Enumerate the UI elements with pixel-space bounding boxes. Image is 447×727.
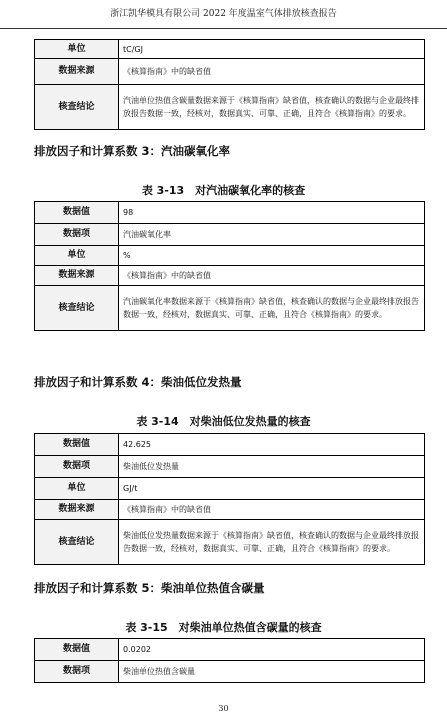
row-value: 《核算指南》中的缺省值 bbox=[119, 59, 425, 85]
row-value: 柴油低位发热量数据来源于《核算指南》缺省值，核查确认的数据与企业最终排放报告数据一致，经核对，数据真实、可靠、正确，且符合《核算指南》的要求。 bbox=[119, 520, 425, 565]
table-row bbox=[35, 639, 425, 661]
page-number: 30 bbox=[218, 704, 229, 713]
table-row bbox=[35, 500, 425, 520]
table-row bbox=[35, 202, 425, 224]
table-3-14 bbox=[34, 433, 425, 565]
row-label: 数据值 bbox=[35, 202, 119, 224]
table-row bbox=[35, 266, 425, 286]
row-value: 柴油低位发热量 bbox=[119, 456, 425, 478]
table-caption: 表 3-13 对汽油碳氧化率的核查 bbox=[141, 184, 306, 197]
row-label: 单位 bbox=[35, 478, 119, 500]
row-value: 42.625 bbox=[119, 434, 425, 456]
section-heading: 排放因子和计算系数 3：汽油碳氧化率 bbox=[34, 144, 231, 158]
table-3-13 bbox=[34, 201, 425, 331]
row-label: 核查结论 bbox=[35, 286, 119, 331]
row-label: 数据项 bbox=[35, 224, 119, 246]
section-heading: 排放因子和计算系数 5：柴油单位热值含碳量 bbox=[34, 581, 265, 595]
row-value: tC/GJ bbox=[119, 40, 425, 59]
row-value: GJ/t bbox=[119, 478, 425, 500]
row-label: 单位 bbox=[35, 40, 119, 59]
table-row bbox=[35, 456, 425, 478]
row-value: 《核算指南》中的缺省值 bbox=[119, 500, 425, 520]
table-row bbox=[35, 224, 425, 246]
row-label: 数据项 bbox=[35, 456, 119, 478]
row-value: 0.0202 bbox=[119, 639, 425, 661]
row-value: 98 bbox=[119, 202, 425, 224]
row-value: 汽油碳氧化率数据来源于《核算指南》缺省值，核查确认的数据与企业最终排放报告数据一致，经核对，数据真实、可靠、正确，且符合《核算指南》的要求。 bbox=[119, 286, 425, 331]
table-caption: 表 3-15 对柴油单位热值含碳量的核查 bbox=[125, 621, 322, 634]
row-label: 核查结论 bbox=[35, 520, 119, 565]
table-row bbox=[35, 246, 425, 266]
table-continued bbox=[34, 39, 425, 130]
row-value: 汽油单位热值含碳量数据来源于《核算指南》缺省值，核查确认的数据与企业最终排放报告数据一致，经核对，数据真实、可靠、正确，且符合《核算指南》的要求。 bbox=[119, 85, 425, 130]
table-3-15 bbox=[34, 638, 425, 683]
row-label: 数据来源 bbox=[35, 266, 119, 286]
table-row bbox=[35, 520, 425, 565]
row-value: % bbox=[119, 246, 425, 266]
row-label: 数据来源 bbox=[35, 500, 119, 520]
page-header: 浙江凯华模具有限公司 2022 年度温室气体排放核查报告 bbox=[0, 0, 447, 29]
table-caption: 表 3-14 对柴油低位发热量的核查 bbox=[136, 415, 311, 428]
row-value: 汽油碳氧化率 bbox=[119, 224, 425, 246]
table-row bbox=[35, 286, 425, 331]
row-label: 数据项 bbox=[35, 661, 119, 683]
table-row bbox=[35, 40, 425, 59]
row-label: 数据值 bbox=[35, 434, 119, 456]
row-label: 单位 bbox=[35, 246, 119, 266]
table-row bbox=[35, 478, 425, 500]
row-label: 数据值 bbox=[35, 639, 119, 661]
table-row bbox=[35, 661, 425, 683]
row-label: 数据来源 bbox=[35, 59, 119, 85]
table-row bbox=[35, 85, 425, 130]
row-value: 柴油单位热值含碳量 bbox=[119, 661, 425, 683]
row-value: 《核算指南》中的缺省值 bbox=[119, 266, 425, 286]
table-row bbox=[35, 434, 425, 456]
section-heading: 排放因子和计算系数 4：柴油低位发热量 bbox=[34, 375, 242, 389]
table-row bbox=[35, 59, 425, 85]
row-label: 核查结论 bbox=[35, 85, 119, 130]
